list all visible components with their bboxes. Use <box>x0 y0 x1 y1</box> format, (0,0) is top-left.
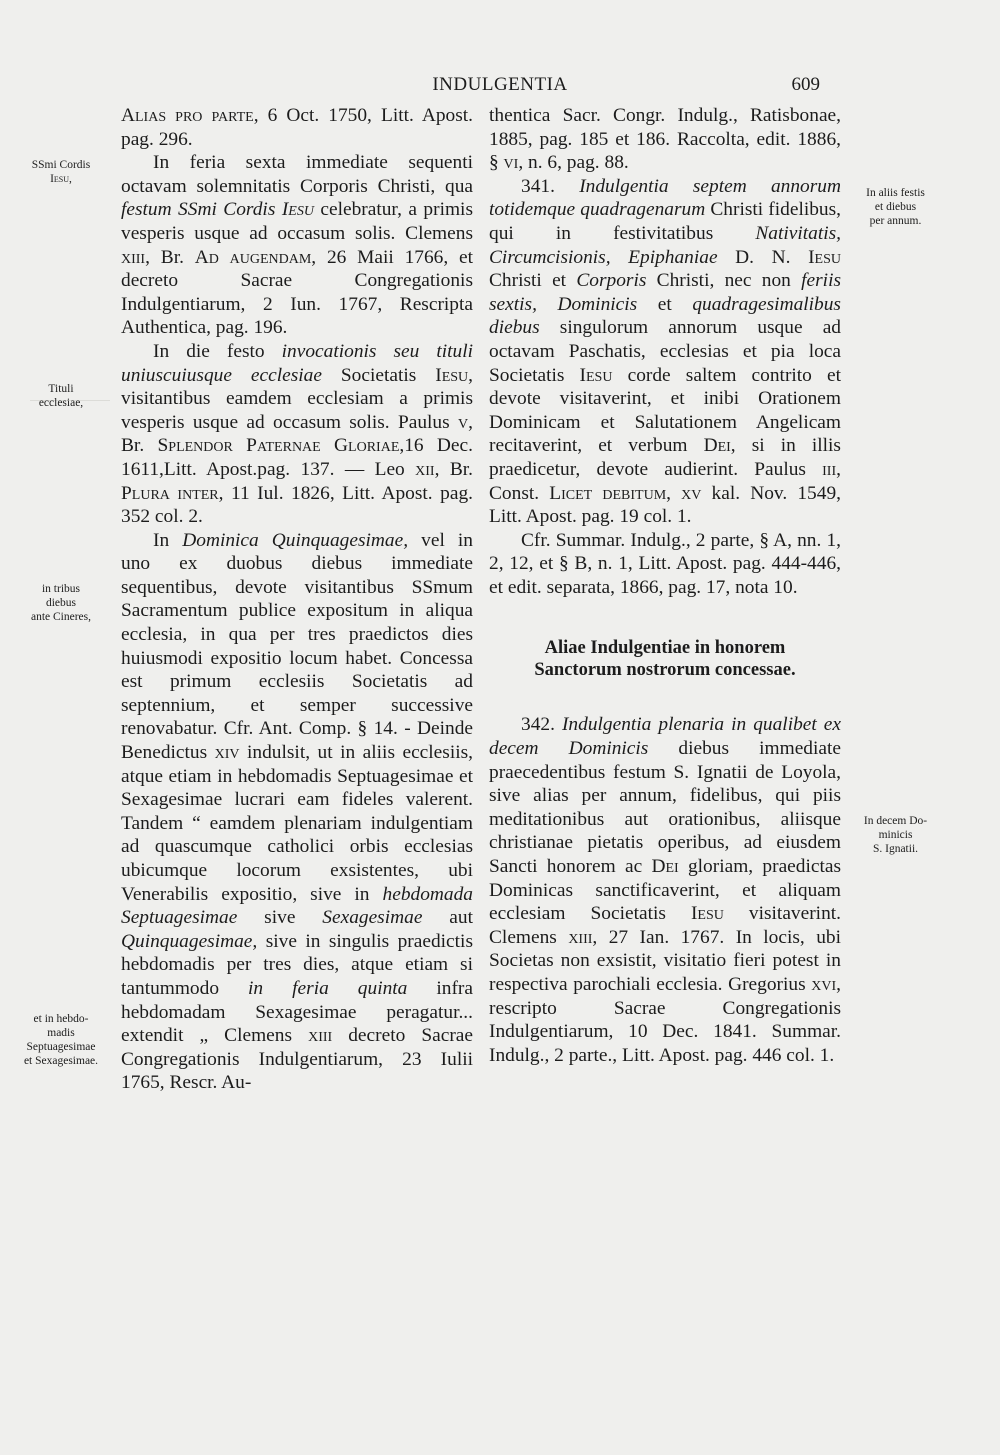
text-run: festum SSmi Cordis <box>121 199 282 221</box>
text-run: celebratur, a primis vesperis usque ad occasum solis. Clemens <box>121 199 473 244</box>
text-run: 26 Maii 1766, et decreto Sacrae Congregationis Indulgentiarum, 2 Iun. 1767, Rescripta Authentica, pag. 196. <box>121 246 474 339</box>
running-title: INDULGENTIA <box>432 74 568 95</box>
margin-note-line: Septuagesimae <box>26 1041 96 1053</box>
text-run: Corporis <box>576 270 647 292</box>
margin-note-tituli-ecclesiae <box>8 382 114 410</box>
paragraph-cfr-summar <box>489 529 841 600</box>
text-run: diebus immediate praecedentibus festum S. Ignatii de Loyola, sive alias per annum, fidelibus, qui piis meditationibus aut orationibus, aliisque christianae pietatis operibus, ad eiusdem Sancti honorem ac <box>489 738 841 878</box>
paragraph-341 <box>489 175 841 529</box>
page-number: 609 <box>791 74 820 95</box>
margin-note-line: SSmi Cordis <box>31 159 91 171</box>
text-run: xv <box>681 482 702 504</box>
text-run <box>671 483 681 504</box>
text-run: , visitantibus eamdem ecclesiam a primis vesperis usque ad occasum solis. Paulus <box>121 364 474 433</box>
text-run: invocationis seu tituli uniuscuiusque ecclesiae <box>121 340 473 386</box>
text-run: , Br. <box>121 411 473 457</box>
heading-line: Sanctorum nostrorum concessae. <box>534 660 796 681</box>
text-run: Licet debitum, <box>549 482 671 504</box>
text-run: In feria sexta immediate sequenti octavam solemnitatis Corporis Christi, qua <box>121 152 473 197</box>
text-run: v <box>458 411 469 433</box>
text-run: corde saltem contrito et devote visitaverint, et inibi Orationem Dominicam et Salutationem Angelicam recitaverint, et verbum <box>489 364 842 457</box>
text-run: Iesu <box>579 364 613 386</box>
text-run: hebdomada Septuagesimae <box>121 883 473 929</box>
margin-note-in-aliis-festis <box>848 186 943 228</box>
left-column <box>121 104 473 1095</box>
text-run: Iesu <box>435 364 469 386</box>
text-run: xii <box>415 458 435 480</box>
spacer <box>489 599 841 637</box>
text-run: Dei <box>703 435 731 457</box>
text-run: Iesu <box>281 199 314 221</box>
text-run: Indulgentia septem annorum totidemque quadragenarum <box>489 175 842 221</box>
text-run: kal. Nov. 1549, Litt. Apost. pag. 19 col. 1. <box>489 482 841 528</box>
text-run: xiii <box>308 1025 333 1047</box>
text-run: Splendor Paternae Gloriae, <box>157 435 405 457</box>
text-run: xiii <box>121 246 146 268</box>
margin-note-in-tribus-diebus <box>8 582 114 624</box>
paragraph-feria-sexta <box>121 151 473 340</box>
spacer <box>489 681 841 713</box>
margin-note-line: S. Ignatii. <box>872 843 919 855</box>
text-run: vi <box>503 152 519 174</box>
text-run: iii <box>822 458 837 480</box>
margin-note-line: ecclesiae, <box>38 397 84 409</box>
text-run: In die festo <box>153 340 282 362</box>
text-run: infra hebdomadam Sexagesimae peragatur... extendit „ Clemens <box>121 977 473 1047</box>
text-run: Plura inter, <box>121 482 224 504</box>
text-run: 341. <box>521 175 580 197</box>
margin-note-line: ante Cineres, <box>30 611 92 623</box>
text-run: , si in illis praedicetur, devote audierint. Paulus <box>489 435 841 480</box>
text-run: In <box>153 529 183 551</box>
text-run: in feria quinta <box>248 977 408 999</box>
text-run: , Const. <box>489 458 841 504</box>
text-run: Alias pro parte, <box>121 105 259 126</box>
text-run: Nativitatis, Circumcisionis, Epiphaniae <box>489 222 841 268</box>
text-run: vel in uno ex duobus diebus immediate sequentibus, devote visitantibus SSmum Sacramentum publice expositum in aliqua ecclesia, in qua per tres praedictos dies huiusmodi expositio locum habet. Concessa est primum ecclesiis Societatis ad septennium, et semper successive renovabatur. Cfr. Ant. Comp. § 14. - Deinde Benedictus <box>121 529 473 764</box>
margin-note-line: Tituli <box>48 383 74 395</box>
text-run: , 27 Ian. 1767. In locis, ubi Societas non exsistit, visitatio fieri potest in respectiva parochiali ecclesia. Gregorius <box>489 926 841 995</box>
paragraph-thentica <box>489 104 841 175</box>
text-run: aut <box>422 907 473 929</box>
text-run: feriis sextis, Dominicis <box>489 270 842 315</box>
text-run: 16 Dec. 1611,Litt. Apost.pag. 137. — Leo <box>121 435 473 480</box>
text-run: xiii <box>568 926 593 948</box>
section-heading <box>489 637 841 681</box>
text-run: Christi et <box>489 270 577 292</box>
text-run: quadragesimalibus diebus <box>489 293 841 339</box>
text-run: gloriam, praedictas Dominicas sanctificaverint, et aliquam ecclesiam Societatis <box>489 856 842 925</box>
paragraph-die-festo <box>121 340 473 529</box>
paragraph-dominica-quinquagesimae <box>121 529 473 1095</box>
text-run: thentica Sacr. Congr. Indulg., Ratisbonae, 1885, pag. 185 et 186. Raccolta, edit. 1886, § <box>489 105 841 174</box>
text-run: indulsit, ut in aliis ecclesiis, atque etiam in hebdomadis Septuagesimae et Sexagesimae lucrari eam fideles valerent. Tandem “ eamdem plenariam indulgentiam ad quascumque catholici orbis ecclesias ubicumque locorum exsistentes, ubi Venerabilis expositio, sive in <box>121 742 473 905</box>
margin-note-line: In decem Do- <box>863 815 928 827</box>
paragraph-342 <box>489 713 841 1067</box>
text-run: , Br. <box>434 458 474 480</box>
margin-note-line: et Sexagesimae. <box>23 1055 99 1067</box>
margin-note-et-in-hebdomadis <box>8 1012 114 1068</box>
paragraph-alias-pro-parte <box>121 104 473 151</box>
text-run: Ad augendam, <box>194 246 317 268</box>
text-run: sive in singulis praedictis hebdomadis per tres dies, atque etiam si tantummodo <box>121 930 473 999</box>
text-run: xvi <box>811 974 837 995</box>
margin-note-line: in tribus <box>41 583 80 595</box>
text-run: et <box>637 293 693 315</box>
text-run: 11 Iul. 1826, Litt. Apost. pag. 352 col. 2. <box>121 482 473 528</box>
margin-note-ssmi-cordis <box>8 158 114 186</box>
text-run: 342. <box>521 714 562 736</box>
text-run: , Br. <box>145 246 195 268</box>
text-run: Dominica Quinquagesimae, <box>182 529 409 551</box>
text-run: Iesu <box>690 903 724 925</box>
margin-note-line: Iesu, <box>50 173 72 185</box>
margin-note-line: madis <box>47 1027 75 1039</box>
margin-note-line: et in hebdo- <box>33 1013 89 1025</box>
text-run: xiv <box>214 742 240 764</box>
text-run: Societatis <box>321 364 436 386</box>
text-run: , rescripto Sacrae Congregationis Indulgentiarum, 10 Dec. 1841. Summar. Indulg., 2 parte., Litt. Apost. pag. 446 col. 1. <box>489 974 841 1066</box>
text-run: sive <box>237 907 323 929</box>
text-run: Sexagesimae <box>322 907 423 929</box>
margin-note-line: per annum. <box>869 215 922 227</box>
margin-note-line: minicis <box>878 829 913 841</box>
text-run: Dei <box>651 856 679 878</box>
text-run: Quinquagesimae, <box>121 930 258 952</box>
margin-note-line: In aliis festis <box>866 187 925 199</box>
text-run: Christi fidelibus, qui in festivitatibus <box>489 199 841 244</box>
text-run: singulorum annorum usque ad octavam Paschatis, ecclesias et pia loca Societatis <box>489 317 841 386</box>
right-column <box>489 104 841 1067</box>
margin-note-line: et diebus <box>874 201 917 213</box>
margin-note-line: diebus <box>45 597 77 609</box>
text-run: visitaverint. Clemens <box>489 903 842 948</box>
text-run: , n. 6, pag. 88. <box>518 152 629 174</box>
text-run: decreto Sacrae Congregationis Indulgentiarum, 23 Iulii 1765, Rescr. Au- <box>121 1025 474 1094</box>
page-header <box>0 74 1000 104</box>
text-run: D. N. <box>717 246 809 268</box>
text-run: Christi, nec non <box>646 270 802 292</box>
heading-line: Aliae Indulgentiae in honorem <box>544 638 786 659</box>
text-run: Cfr. Summar. Indulg., 2 parte, § A, nn. 1, 2, 12, et § B, n. 1, Litt. Apost. pag. 444-446, et edit. separata, 1866, pag. 17, nota 10. <box>489 529 841 598</box>
text-run: 6 Oct. 1750, Litt. Apost. pag. 296. <box>121 105 473 150</box>
margin-note-in-decem-dominicis <box>848 814 943 856</box>
text-run: Iesu <box>808 246 841 268</box>
text-run: Indulgentia plenaria in qualibet ex decem Dominicis <box>489 714 842 760</box>
